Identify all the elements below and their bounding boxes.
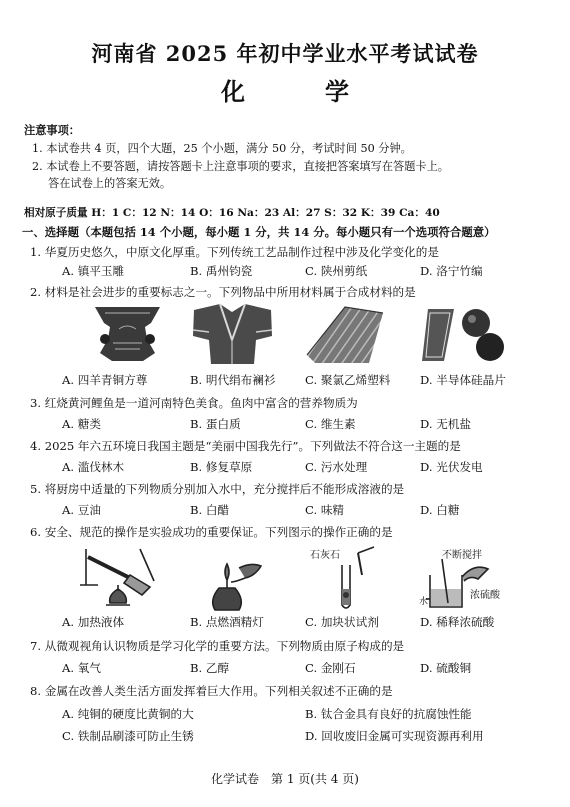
question-7-option-c: C. 金刚石 xyxy=(305,661,356,675)
question-3-option-a: A. 糖类 xyxy=(62,417,101,431)
limestone-label: 石灰石 xyxy=(310,550,340,561)
stir-label: 不断搅拌 xyxy=(442,550,482,561)
question-7-option-b: B. 乙醇 xyxy=(190,661,230,675)
question-3-stem: 3. 红烧黄河鲤鱼是一道河南特色美食。鱼肉中富含的营养物质为 xyxy=(30,396,358,410)
adding-solid-image xyxy=(318,545,388,611)
notes-heading: 注意事项： xyxy=(24,123,80,137)
question-1-option-c: C. 陕州剪纸 xyxy=(305,264,368,278)
diluting-acid-image xyxy=(418,555,498,611)
question-8-option-d: D. 回收废旧金属可实现资源再利用 xyxy=(305,729,484,743)
question-5-option-a: A. 豆油 xyxy=(62,503,101,517)
question-2-stem: 2. 材料是社会进步的重要标志之一。下列物品中所用材料属于合成材料的是 xyxy=(30,285,416,299)
question-8-option-c: C. 铁制品刷漆可防止生锈 xyxy=(62,729,194,743)
question-2-option-a: A. 四羊青铜方尊 xyxy=(62,373,148,387)
question-5-stem: 5. 将厨房中适量的下列物质分别加入水中，充分搅拌后不能形成溶液的是 xyxy=(30,482,405,496)
note-item-2-cont: 答在试卷上的答案无效。 xyxy=(48,177,172,190)
question-8-option-a: A. 纯铜的硬度比黄铜的大 xyxy=(62,707,194,721)
question-6-option-b: B. 点燃酒精灯 xyxy=(190,615,264,629)
question-4-option-a: A. 滥伐林木 xyxy=(62,460,125,474)
question-1-option-a: A. 镇平玉雕 xyxy=(62,264,125,278)
section-heading: 一、选择题（本题包括 14 个小题，每小题 1 分，共 14 分。每小题只有一个选项符合题意） xyxy=(22,225,496,239)
question-8-stem: 8. 金属在改善人类生活方面发挥着巨大作用。下列相关叙述不正确的是 xyxy=(30,684,393,698)
question-3-option-d: D. 无机盐 xyxy=(420,417,472,431)
question-6-option-d: D. 稀释浓硫酸 xyxy=(420,615,495,629)
question-1-stem: 1. 华夏历史悠久，中原文化厚重。下列传统工艺品制作过程中涉及化学变化的是 xyxy=(30,245,439,259)
question-5-option-b: B. 白醋 xyxy=(190,503,230,517)
question-8-option-b: B. 钛合金具有良好的抗腐蚀性能 xyxy=(305,707,472,721)
water-label: 水 xyxy=(419,597,429,607)
bronze-zun-image xyxy=(85,303,170,365)
question-6-option-a: A. 加热液体 xyxy=(62,615,125,629)
question-7-stem: 7. 从微观视角认识物质是学习化学的重要方法。下列物质由原子构成的是 xyxy=(30,639,405,653)
question-1-option-b: B. 禹州钧瓷 xyxy=(190,264,253,278)
question-6-stem: 6. 安全、规范的操作是实验成功的重要保证。下列图示的操作正确的是 xyxy=(30,525,393,539)
question-3-option-b: B. 蛋白质 xyxy=(190,417,241,431)
subject-title: 化 学 xyxy=(221,77,377,106)
question-3-option-c: C. 维生素 xyxy=(305,417,356,431)
atomic-mass-line: 相对原子质量 H：1 C：12 N：14 O：16 Na：23 Al：27 S：32 K：39 Ca：40 xyxy=(24,207,440,219)
silicon-chip-image xyxy=(418,305,508,363)
question-4-option-d: D. 光伏发电 xyxy=(420,460,483,474)
question-1-option-d: D. 洛宁竹编 xyxy=(420,264,483,278)
question-7-option-d: D. 硫酸铜 xyxy=(420,661,472,675)
question-5-option-c: C. 味精 xyxy=(305,503,345,517)
question-4-option-c: C. 污水处理 xyxy=(305,460,368,474)
lighting-lamp-image xyxy=(205,558,265,613)
pvc-plastic-image xyxy=(305,303,385,365)
question-5-option-d: D. 白糖 xyxy=(420,503,460,517)
note-item-1: 1. 本试卷共 4 页，四个大题，25 个小题，满分 50 分，考试时间 50 分钟。 xyxy=(32,142,412,155)
acid-label: 浓硫酸 xyxy=(470,590,500,601)
page-footer: 化学试卷 第 1 页(共 4 页) xyxy=(211,772,359,786)
question-7-option-a: A. 氧气 xyxy=(62,661,101,675)
question-2-option-b: B. 明代绢布襕衫 xyxy=(190,373,276,387)
question-4-stem: 4. 2025 年六五环境日我国主题是“美丽中国我先行”。下列做法不符合这一主题的是 xyxy=(30,439,461,453)
heating-liquid-image xyxy=(78,545,168,611)
silk-robe-image xyxy=(190,300,275,366)
question-2-option-d: D. 半导体硅晶片 xyxy=(420,373,506,387)
question-4-option-b: B. 修复草原 xyxy=(190,460,253,474)
page-title: 河南省 2025 年初中学业水平考试试卷 xyxy=(91,41,479,66)
question-2-option-c: C. 聚氯乙烯塑料 xyxy=(305,373,391,387)
question-6-option-c: C. 加块状试剂 xyxy=(305,615,379,629)
note-item-2: 2. 本试卷上不要答题，请按答题卡上注意事项的要求，直接把答案填写在答题卡上。 xyxy=(32,160,449,173)
